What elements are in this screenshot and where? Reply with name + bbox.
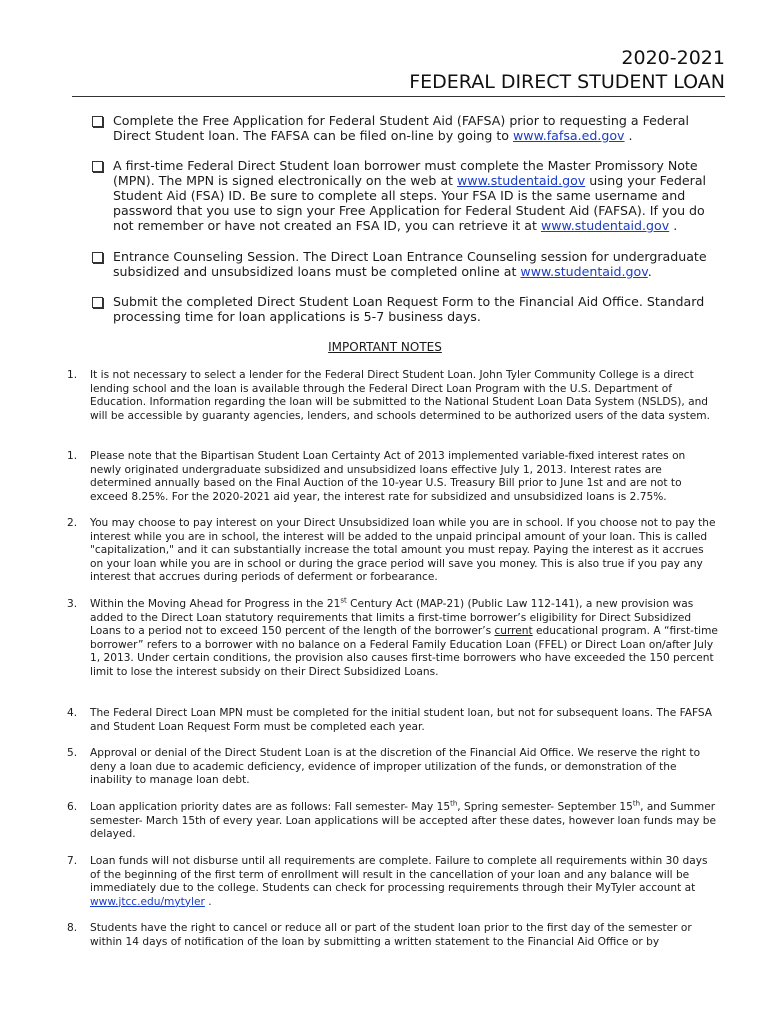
notes-heading: IMPORTANT NOTES (328, 340, 442, 354)
checklist-item-fafsa: Complete the Free Application for Federal Student Aid (FAFSA) prior to requesting a Federal Direct Student loan. The FAFSA can be filed on-line by going to www.fafsa.ed.gov . (92, 113, 722, 143)
title-divider (72, 96, 725, 97)
studentaid-link[interactable]: www.studentaid.gov (540, 218, 670, 233)
note-item: 3. Within the Moving Ahead for Progress in the 21st Century Act (MAP-21) (Public Law 112-141), a new provision was added to the Direct Loan statutory requirements that limits a first-time borrower’s eligibility for Direct Subsidized Loans to a period not to exceed 150 percent of the length of the borrower’s current educational program. A “first-time borrower” refers to a borrower with no balance on a Federal Family Education Loan (FFEL) or Direct Loan on/after July 1, 2013. Under certain conditions, the provision also causes first-time borrowers who have exceeded the 150 percent limit to lose the interest subsidy on their Direct Subsidized Loans. (67, 596, 718, 678)
fafsa-link[interactable]: www.fafsa.ed.gov (512, 128, 625, 143)
page-title (409, 46, 725, 94)
title-text: FEDERAL DIRECT STUDENT LOAN (409, 71, 725, 93)
note-item: 5. Approval or denial of the Direct Student Loan is at the discretion of the Financial Aid Office. We reserve the right to deny a loan due to academic deficiency, evidence of improper utilization of the funds, or demonstration of the inability to manage loan debt. (67, 747, 701, 787)
checklist-item-request-form: Submit the completed Direct Student Loan Request Form to the Financial Aid Office. Standard processing time for loan applications is 5-7 business days. (92, 294, 722, 324)
note-item: 8. Students have the right to cancel or reduce all or part of the student loan prior to the first day of the semester or within 14 days of notification of the loan by submitting a written statement to the Financial Aid Office or by (67, 922, 692, 948)
checkbox-icon (92, 252, 103, 263)
title-year: 2020-2021 (621, 47, 725, 69)
studentaid-link[interactable]: www.studentaid.gov (456, 173, 586, 188)
checkbox-icon (92, 297, 103, 308)
note-item: 7. Loan funds will not disburse until all requirements are complete. Failure to complete all requirements within 30 days of the beginning of the first term of enrollment will result in the cancellation of your loan and any balance will be immediately due to the college. Students can check for processing requirements through their MyTyler account at www.jtcc.edu/mytyler . (67, 855, 708, 908)
checkbox-icon (92, 116, 103, 127)
mytyler-link[interactable]: www.jtcc.edu/mytyler (90, 895, 205, 908)
note-item: 1. Please note that the Bipartisan Student Loan Certainty Act of 2013 implemented variable-fixed interest rates on newly originated undergraduate subsidized and unsubsidized loans effective July 1, 2013. Interest rates are determined annually based on the Final Auction of the 10-year U.S. Treasury Bill prior to June 1st and are not to exceed 8.25%. For the 2020-2021 aid year, the interest rate for subsidized and unsubsidized loans is 2.75%. (67, 450, 686, 503)
checklist-item-counseling: Entrance Counseling Session. The Direct Loan Entrance Counseling session for undergraduate subsidized and unsubsidized loans must be completed online at www.studentaid.gov. (92, 249, 722, 279)
checkbox-icon (92, 161, 103, 172)
studentaid-link[interactable]: www.studentaid.gov (520, 264, 648, 279)
checklist-item-mpn: A first-time Federal Direct Student loan borrower must complete the Master Promissory Note (MPN). The MPN is signed electronically on the web at www.studentaid.gov using your Federal Student Aid (FSA) ID. Be sure to complete all steps. Your FSA ID is the same username and password that you use to sign your Free Application for Federal Student Aid (FAFSA). If you do not remember or have not created an FSA ID, you can retrieve it at www.studentaid.gov . (92, 158, 722, 233)
note-item: 6. Loan application priority dates are as follows: Fall semester- May 15th, Spring semester- September 15th, and Summer semester- March 15th of every year. Loan applications will be accepted after these dates, however loan funds may be delayed. (67, 799, 716, 841)
note-item: 1. It is not necessary to select a lender for the Federal Direct Student Loan. John Tyler Community College is a direct lending school and the loan is available through the Federal Direct Loan Program with the U.S. Department of Education. Information regarding the loan will be submitted to the National Student Loan Data System (NSLDS), and will be accessible by guaranty agencies, lenders, and schools determined to be authorized users of the data system. (67, 369, 710, 422)
note-item: 2. You may choose to pay interest on your Direct Unsubsidized loan while you are in school. If you choose not to pay the interest while you are in school, the interest will be added to the unpaid principal amount of your loan. This is called "capitalization," and it can substantially increase the total amount you must repay. Paying the interest as it accrues on your loan while you are in school or during the grace period will save you money. This is also true if you pay any interest that accrues during periods of deferment or forbearance. (67, 517, 716, 584)
note-item: 4. The Federal Direct Loan MPN must be completed for the initial student loan, but not for subsequent loans. The FAFSA and Student Loan Request Form must be completed each year. (67, 707, 713, 733)
